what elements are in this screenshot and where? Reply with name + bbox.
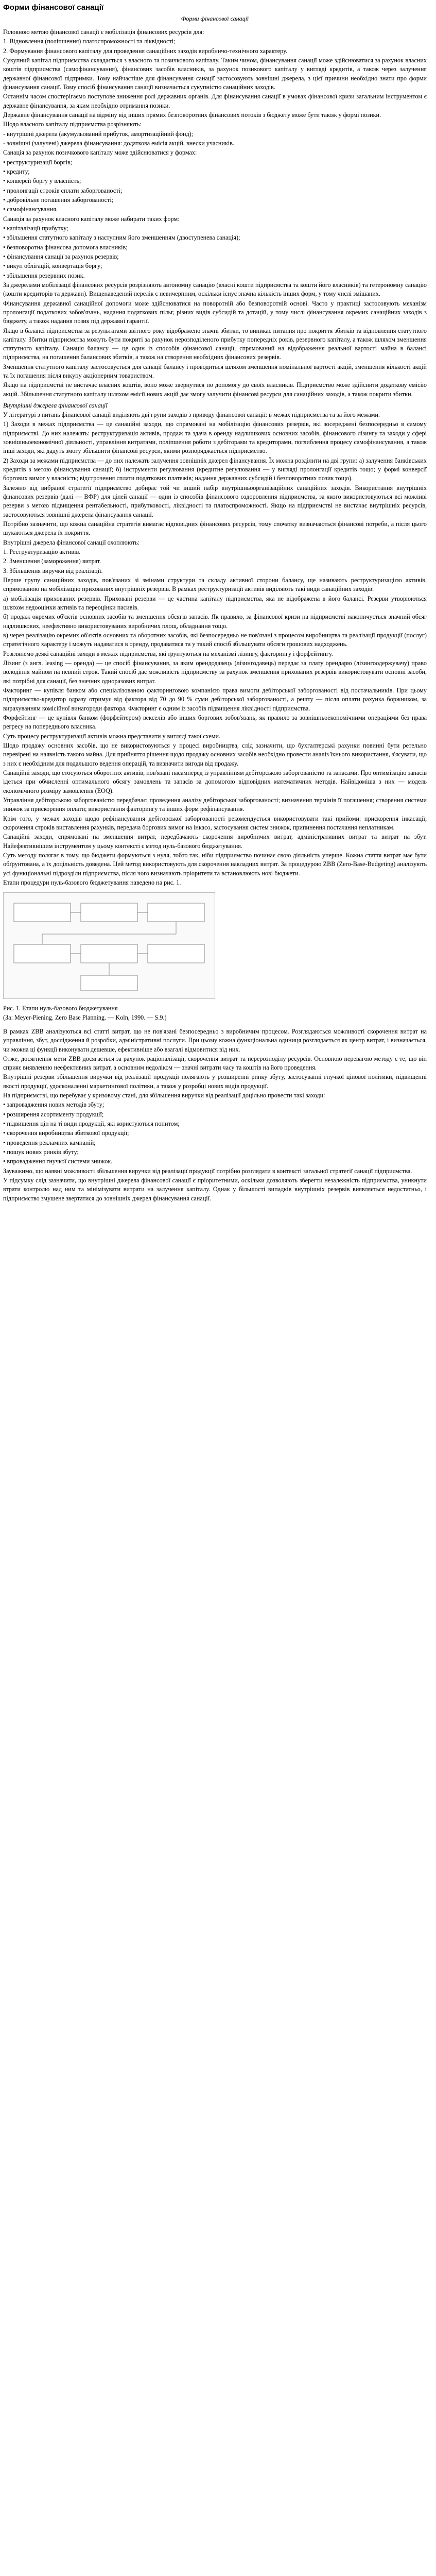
assets-paragraph: Санаційні заходи, спрямовані на зменшення витрат, передбачають скорочення виробничих витрат, адміністративних витрат та витрат на збут. Найефективнішим інструментом у цьому контексті є метод нуль-базового бюджетування. xyxy=(3,833,427,850)
conclusion-paragraph: Отже, досягнення мети ZBB досягається за рахунок раціоналізації, скорочення витрат та перерозподілу ресурсів. Основною перевагою методу є те, що він сприяє виявленню неефективних витрат, а основним недоліком — значні витрати часу та коштів на його проведення. xyxy=(3,1055,427,1072)
conclusion-paragraph: На підприємстві, що перебуває у кризовому стані, для збільшення виручки від реалізації доцільно провести такі заходи: xyxy=(3,1092,325,1099)
intro-paragraph: • фінансування санації за рахунок резервів; xyxy=(3,252,119,260)
intro-paragraph: • пролонгації строків сплати заборгованості; xyxy=(3,187,123,194)
conclusion-paragraph: • впровадження гнучкої системи знижок. xyxy=(3,1158,113,1165)
intro-paragraph: • капіталізації прибутку; xyxy=(3,224,68,232)
internal-paragraph: Форфейтинг — це купівля банком (форфейтером) векселів або інших боргових зобов'язань, як правило за зовнішньоекономічними операціями без права регресу на попереднього власника. xyxy=(3,714,427,731)
conclusion-paragraph: • розширення асортименту продукції; xyxy=(3,1110,104,1118)
intro-paragraph: Щодо власного капіталу підприємства розрізняють: xyxy=(3,121,142,128)
intro-paragraph: Зменшення статутного капіталу застосовується для санації балансу і проводиться шляхом зменшення номінальної вартості акцій, зменшення кількості акцій та їх погашення після викупу акціонерним товариством. xyxy=(3,363,427,380)
intro-paragraph: • конверсії боргу у власність; xyxy=(3,177,81,185)
intro-paragraph: - внутрішні джерела (акумульований прибуток, амортизаційний фонд); xyxy=(3,130,194,138)
intro-paragraph: 2. Формування фінансового капіталу для проведення санаційних заходів виробничо-технічного характеру. xyxy=(3,47,287,55)
document-page xyxy=(0,0,430,1214)
internal-paragraph: 2) Заходи за межами підприємства — до них належать залучення зовнішніх джерел фінансування. Їх можна розділити на дві групи: а) залучення банківських кредитів з метою фінансування санації; б) інструменти регулювання (кредитне регулювання — у вигляді пролонгації кредитів тощо; у формі конверсії боргових вимог у власність; відстрочення сплати податкових платежів; надання державних субсидій і безповоротних позик тощо). xyxy=(3,456,427,482)
text-section-conclusion xyxy=(3,1027,427,1203)
zbb-diagram xyxy=(4,893,215,998)
conclusion-paragraph: • проведення рекламних кампаній; xyxy=(3,1139,96,1146)
internal-paragraph: Факторинг — купівля банком або спеціалізованою факторинговою компанією права вимоги дебіторської заборгованості від постачальників. При цьому підприємство-кредитор одразу отримує від фактора від 70 до 90 % суми дебіторської заборгованості, а решту — після оплати рахунка боржником, за вирахуванням комісійної винагороди фактора. Факторинг є одним із засобів підвищення ліквідності підприємства. xyxy=(3,686,427,712)
intro-paragraph: • добровільне погашення заборгованості; xyxy=(3,196,114,204)
page-subtitle: Форми фінансової санації xyxy=(181,15,249,22)
section-heading-internal-sources: Внутрішні джерела фінансової санації xyxy=(3,402,108,410)
internal-paragraph: б) продаж окремих об'єктів основних засобів та зменшення обсягів запасів. Як правило, за фінансової кризи на підприємстві накопичується значний обсяг надлишкових, неефективно використовуваних виробничих площ, обладнання тощо. xyxy=(3,613,427,630)
internal-paragraph: в) через реалізацію окремих об'єктів основних та оборотних засобів, які безпосередньо не пов'язані з процесом виробництва та реалізації продукції (послуг) стратегічного характеру і можуть надаватися в оренду, продаватися та у такий спосіб збільшувати обсяги грошових надходжень. xyxy=(3,632,427,648)
intro-paragraph: Державне фінансування санації на відміну від інших прямих безповоротних фінансових потоків з бюджету може бути також у формі позики. xyxy=(3,111,381,118)
internal-paragraph: Перше групу санаційних заходів, пов'язаних зі змінами структури та складу активної сторони балансу, ще називають реструктуризацією активів, спрямованою на мобілізацію прихованих внутрішніх резервів. В рамках реструктуризації активів виділяють такі види санаційних заходів: xyxy=(3,577,427,593)
intro-paragraph: • самофінансування. xyxy=(3,206,58,213)
assets-paragraph: Управління дебіторською заборгованістю передбачає: проведення аналізу дебіторської заборгованості; визначення термінів її погашення; створення системи знижок за прискорення оплати; використання факторингу та інших форм рефінансування. xyxy=(3,796,427,813)
intro-paragraph: • викуп облігацій, конвертація боргу; xyxy=(3,262,102,270)
intro-paragraph: Сукупний капітал підприємства складається з власного та позичкового капіталу. Таким чином, фінансування санації може здійснюватися за рахунок власних коштів підприємства (самофінансування), фінансових засобів власників, за рахунок позикового капіталу у вигляді кредитів, а також через залучення державної фінансової підтримки. Тому найчастіше для фінансування санації застосовують зовнішні джерела, з цієї причини необхідно знати про форми фінансування санації. Тому спосіб фінансування санації визначається сукупністю санаційних заходів. xyxy=(3,56,427,91)
assets-paragraph: Крім того, у межах заходів щодо рефінансування дебіторської заборгованості рекомендується використовувати такі прийоми: прискорення інкасації, скорочення строків виставлення рахунків, передача боргових вимог на інкасо, застосування систем знижок, припинення постачання неплатникам. xyxy=(3,815,427,831)
intro-paragraph: • кредиту; xyxy=(3,167,30,175)
intro-paragraph: • збільшення резервних позик. xyxy=(3,272,85,279)
text-section-assets xyxy=(3,741,427,887)
internal-paragraph: Розглянемо деякі санаційні заходи в межах підприємства, які ґрунтуються на механізмі лізингу, факторингу і форфейтингу. xyxy=(3,650,333,657)
text-section-intro xyxy=(3,28,427,399)
intro-paragraph: - зовнішні (залучені) джерела фінансування: додаткова емісія акцій, внески учасників. xyxy=(3,139,235,147)
assets-paragraph: Щодо продажу основних засобів, що не використовуються у процесі виробництва, слід зазначити, що бухгалтерські рахунки повинні бути ретельно перевірені на наявність такого майна. Для прийняття рішення щодо продажу основних засобів необхідно провести аналіз їхнього використання, з'ясувати, що з них є необхідним для подальшого ведення операцій, та визначити вигоди від продажу. xyxy=(3,741,427,767)
text-section-internal xyxy=(3,411,427,741)
conclusion-paragraph: • підвищення цін на ті види продукції, які користуються попитом; xyxy=(3,1120,180,1128)
internal-paragraph: Лізинг (з англ. leasing — оренда) — це спосіб фінансування, за яким орендодавець (лізингодавець) передає за плату орендарю (лізингоодержувачу) право володіння майном на певний строк. Такий спосіб дає можливість підприємству за рахунок зменшення прихованих резервів використовувати основні засоби, які потрібні для санації, без значних одноразових витрат. xyxy=(3,659,427,685)
intro-paragraph: Головною метою фінансової санації є мобілізація фінансових ресурсів для: xyxy=(3,28,204,36)
internal-paragraph: У літературі з питань фінансової санації виділяють дві групи заходів з приводу фінансової санації: в межах підприємства та за його межами. xyxy=(3,411,380,419)
intro-paragraph: 1. Відновлення (поліпшення) платоспроможності та ліквідності; xyxy=(3,38,176,45)
intro-paragraph: • реструктуризації боргів; xyxy=(3,158,73,166)
figure-image xyxy=(3,892,215,999)
internal-paragraph: 3. Збільшення виручки від реалізації. xyxy=(3,567,103,574)
intro-paragraph: Якщо в балансі підприємства за результатами звітного року відображено значні збитки, то виникає питання про покриття збитків та відновлення статутного капіталу. Збитки підприємства можуть бути покриті за рахунок нерозподіленого прибутку попередніх років, резервного капіталу, а також шляхом зменшення статутного капіталу. Санація балансу — це один із способів фінансової санації, спрямований на відображення реальної вартості майна в балансі підприємства, на погашення балансових збитків, а також на створення необхідних фінансових резервів. xyxy=(3,327,427,361)
conclusion-paragraph: • запровадження нових методів збуту; xyxy=(3,1101,104,1109)
intro-paragraph: Санація за рахунок позичкового капіталу може здійснюватися у формах: xyxy=(3,149,197,157)
page-title: Форми фінансової санації xyxy=(3,3,104,12)
assets-paragraph: Суть методу полягає в тому, що бюджети формуються з нуля, тобто так, ніби підприємство починає свою діяльність уперше. Кожна стаття витрат має бути обґрунтована, а їх доцільність доведена. Цей метод використовують для скорочення накладних витрат. За процедурою ZBB (Zero-Base-Budgeting) аналізують усі функціональні підрозділи підприємства, після чого визначають пріоритети та встановлюють нові бюджети. xyxy=(3,851,427,877)
figure-source: (За: Meyer-Piening. Zero Base Planning. — Koln, 1990. — S.9.) xyxy=(3,1013,167,1021)
intro-paragraph: Останнім часом спостерігаємо поступове зниження ролі державних органів. Для фінансування санації в умовах фінансової кризи загальним інструментом є державне фінансування, за яким необхідно отримання позики. xyxy=(3,93,427,109)
assets-paragraph: Етапи процедури нуль-базового бюджетування наведено на рис. 1. xyxy=(3,878,181,886)
conclusion-paragraph: • скорочення виробництва збиткової продукції; xyxy=(3,1129,129,1137)
assets-paragraph: Санаційні заходи, що стосуються оборотних активів, пов'язані насамперед із управлінням дебіторською заборгованістю та запасами. Про оптимізацію запасів ідеться при обчисленні оптимального обсягу замовлень та запасів за допомогою відповідних математичних методів. Найвідоміша з них — модель економічного розміру замовлення (EOQ). xyxy=(3,769,427,794)
intro-paragraph: Якщо на підприємстві не вистачає власних коштів, воно може звернутися по допомогу до своїх власників. Підприємство може здійснити додаткову емісію акцій. Збільшення статутного капіталу шляхом емісії нових акцій дає змогу залучити фінансові ресурси для санаційних заходів, а також покрити збитки. xyxy=(3,381,427,398)
intro-paragraph: Фінансування державної санаційної допомоги може здійснюватися на поворотній або безповоротній основі. Часто у практиці застосовують механізм пролонгації податкових зобов'язань, надання податкових пільг, різних видів субсидій та дотацій, у тому числі фінансування окремих санаційних заходів з бюджету, а також надання позик під державні гарантії. xyxy=(3,299,427,325)
internal-paragraph: 2. Зменшення (замороження) витрат. xyxy=(3,557,101,565)
internal-paragraph: Внутрішні джерела фінансової санації охоплюють: xyxy=(3,538,140,546)
figure-caption: Рис. 1. Етапи нуль-базового бюджетування xyxy=(3,1005,118,1012)
internal-paragraph: 1) Заходи в межах підприємства — це санаційні заходи, що спрямовані на мобілізацію фінансових резервів, які зосереджені безпосередньо в самому підприємстві. До них належать: реструктуризація активів, продаж та здача в оренду надлишкових основних засобів, фінансового лізингу та заходи у сфері зовнішньоекономічної діяльності, управління витратами, поліпшення роботи з дебіторами та кредиторами, поглиблення процесу самофінансування, а також інші заходи, які дадуть змогу збільшити фінансові ресурси, якими розпоряджається підприємство. xyxy=(3,420,427,455)
intro-paragraph: За джерелами мобілізації фінансових ресурсів розрізняють автономну санацію (власні кошти підприємства та кошти його власників) та гетерономну санацію (кошти кредиторів та держави). Вищенаведений перелік є невичерпним, оскільки існує значна кількість інших форм, у тому числі змішаних. xyxy=(3,281,427,298)
internal-paragraph: Залежно від вибраної стратегії підприємство добирає той чи інший набір внутрішньоорганізаційних санаційних заходів. Використання внутрішніх фінансових резервів (далі — ВФР) для цілей санації — один із способів фінансового оздоровлення підприємства, за якого використовуються всі можливі резерви з метою підвищення рентабельності, прибутковості, ліквідності та платоспроможності. Якщо на підприємстві не вистачає внутрішніх ресурсів, застосовуються зовнішні джерела фінансування санації. xyxy=(3,484,427,518)
conclusion-paragraph: Внутрішні резерви збільшення виручки від реалізації продукції полягають у розширенні ринку збуту, застосуванні гнучкої цінової політики, підвищенні якості продукції, удосконаленні маркетингової політики, а також у розробці нових видів продукції. xyxy=(3,1073,427,1090)
conclusion-paragraph: В рамках ZBB аналізуються всі статті витрат, що не пов'язані безпосередньо з виробничим процесом. Розглядаються можливості скорочення витрат на управління, збут, дослідження й розробки, адміністративні послуги. При цьому кожна функціональна одиниця розглядається як центр витрат, і визначається, чи можна ці функції виконувати дешевше, ефективніше або взагалі відмовитися від них. xyxy=(3,1027,427,1053)
conclusion-paragraph: • пошук нових ринків збуту; xyxy=(3,1148,79,1156)
intro-paragraph: • безповоротна фінансова допомога власників; xyxy=(3,243,128,251)
internal-paragraph: Потрібно зазначити, що кожна санаційна стратегія вимагає відповідних фінансових ресурсів, тому спочатку визначаються фінансові потреби, а після цього шукаються джерела їх покриття. xyxy=(3,520,427,537)
internal-paragraph: Суть процесу реструктуризації активів можна представити у вигляді такої схеми. xyxy=(3,732,221,740)
intro-paragraph: Санація за рахунок власного капіталу може набирати таких форм: xyxy=(3,215,180,223)
conclusion-paragraph: У підсумку слід зазначити, що внутрішні джерела фінансової санації є пріоритетними, оскільки дозволяють зберегти незалежність підприємства, уникнути втрати контролю над ним та мінімізувати витрати на залучення капіталу. Однак у більшості випадків внутрішніх резервів виявляється недостатньо, і підприємство змушене звертатися до зовнішніх джерел фінансування санації. xyxy=(3,1177,427,1202)
figure-zero-base-budgeting xyxy=(3,892,427,1022)
intro-paragraph: • збільшення статутного капіталу з наступним його зменшенням (двоступенева санація); xyxy=(3,234,240,242)
internal-paragraph: 1. Реструктуризацію активів. xyxy=(3,548,81,556)
internal-paragraph: а) мобілізація прихованих резервів. Приховані резерви — це частина капіталу підприємства, яка не відображена в його балансі. Резерви утворюються шляхом недооцінки активів та переоцінки пасивів. xyxy=(3,595,427,612)
conclusion-paragraph: Зауважимо, що наявні можливості збільшення виручки від реалізації продукції потрібно розглядати в контексті загальної стратегії санації підприємства. xyxy=(3,1167,412,1175)
